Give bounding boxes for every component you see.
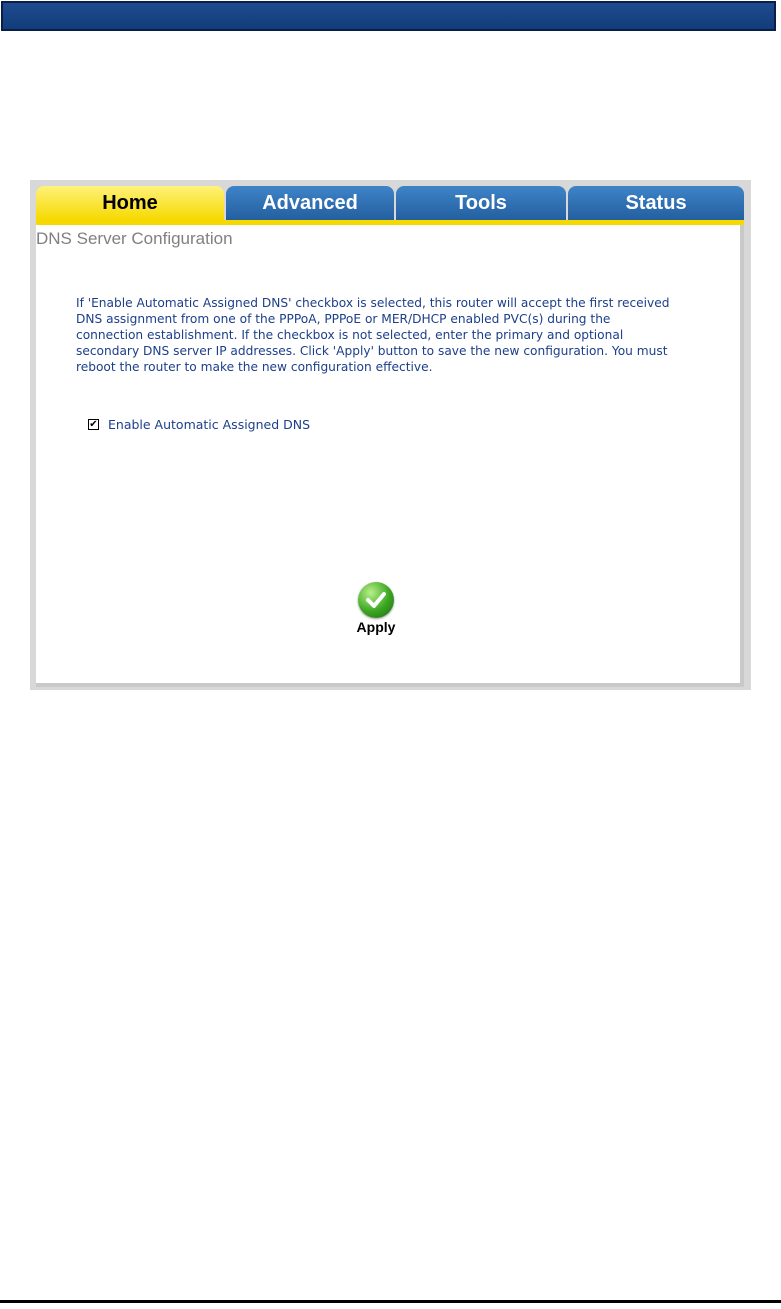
main-tabbar (36, 186, 744, 220)
page-title: DNS Server Configuration (36, 229, 233, 248)
dns-description: If 'Enable Automatic Assigned DNS' checkbox is selected, this router will accept the first received DNS assignment from one of the PPPoA, PPPoE or MER/DHCP enabled PVC(s) during the connection establishment. If the checkbox is not selected, enter the primary and optional secondary DNS server IP addresses. Click 'Apply' button to save the new configuration. You must reboot the router to make the new configuration effective. (76, 296, 670, 374)
content-panel (36, 225, 744, 687)
router-web-ui (30, 180, 751, 690)
apply-button[interactable] (351, 582, 401, 635)
check-glyph (363, 587, 389, 613)
top-banner (1, 1, 776, 31)
auto-dns-checkbox-label: Enable Automatic Assigned DNS (108, 417, 311, 432)
bottom-rule (0, 1300, 781, 1303)
auto-dns-checkbox[interactable] (88, 419, 99, 430)
tab-home[interactable]: Home (36, 186, 224, 220)
auto-dns-checkbox-row[interactable] (88, 417, 310, 432)
apply-label: Apply (356, 619, 396, 635)
tab-status[interactable]: Status (568, 186, 744, 220)
tab-tools[interactable]: Tools (396, 186, 566, 220)
checkmark-icon: ✔ (89, 418, 98, 430)
tab-advanced[interactable]: Advanced (226, 186, 394, 220)
green-checkmark-circle-icon (358, 582, 394, 618)
